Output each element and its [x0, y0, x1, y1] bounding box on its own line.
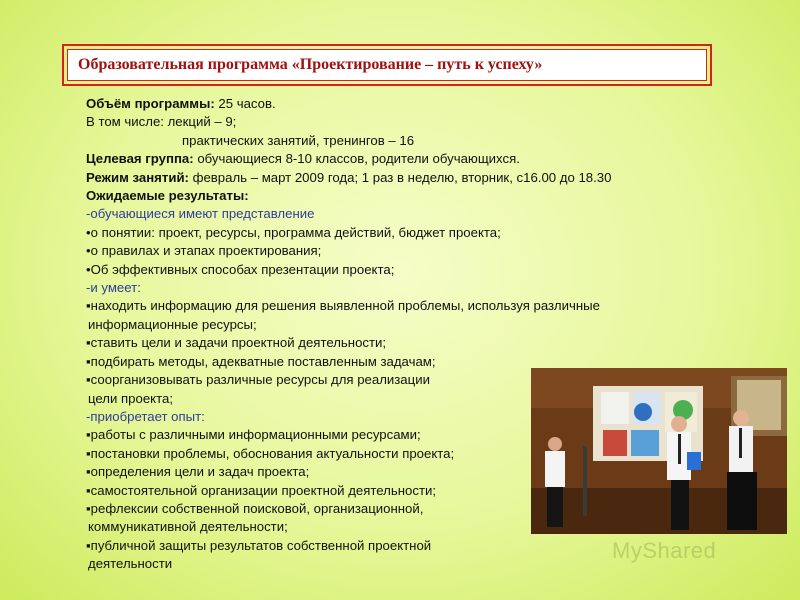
presentation-photo [531, 368, 787, 534]
list-item: ▪работы с различными информационными ресурсами; [86, 427, 421, 443]
list-item: ▪находить информацию для решения выявленной проблемы, используя различные [86, 298, 600, 314]
list-item: ▪самостоятельной организации проектной деятельности; [86, 482, 437, 498]
list-item-continuation: цели проекта; [88, 390, 173, 406]
target-group-line [86, 150, 726, 168]
list-item: ▪ставить цели и задачи проектной деятельности; [86, 335, 387, 351]
list-item: •о понятии: проект, ресурсы, программа действий, бюджет проекта; [86, 224, 501, 240]
lectures-line: В том числе: лекций – 9; [86, 114, 237, 130]
watermark: MyShared [612, 538, 717, 563]
page-title: Образовательная программа «Проектирование – путь к успеху» [67, 49, 707, 81]
schedule-label: Режим занятий: [86, 169, 189, 185]
program-volume-label: Объём программы: [86, 96, 215, 111]
program-volume-line [86, 95, 726, 113]
list-item: ▪подбирать методы, адекватные поставленным задачам; [86, 353, 436, 369]
list-item-continuation: коммуникативной деятельности; [88, 519, 288, 535]
schedule-value: февраль – март 2009 года; 1 раз в неделю, вторник, с16.00 до 18.30 [188, 169, 612, 185]
section-skills: -и умеет: [86, 280, 141, 296]
practice-line: практических занятий, тренингов – 16 [182, 132, 415, 148]
section-representation: -обучающиеся имеют представление [86, 206, 315, 222]
list-item: ▪постановки проблемы, обоснования актуальности проекта; [86, 445, 455, 461]
list-item: ▪соорганизовывать различные ресурсы для реализации [86, 372, 430, 388]
program-volume-value: 25 часов. [214, 96, 276, 111]
schedule-line [86, 169, 726, 187]
list-item: •о правилах и этапах проектирования; [86, 243, 322, 259]
target-group-label: Целевая группа: [86, 151, 194, 167]
section-experience: -приобретает опыт: [86, 408, 205, 424]
list-item: •Об эффективных способах презентации проекта; [86, 261, 395, 277]
list-item: ▪рефлексии собственной поисковой, организационной, [86, 500, 424, 516]
list-item-continuation: деятельности [88, 556, 173, 572]
expected-results-heading: Ожидаемые результаты: [86, 188, 249, 204]
list-item-continuation: информационные ресурсы; [88, 316, 257, 332]
target-group-value: обучающиеся 8-10 классов, родители обучающихся. [193, 151, 520, 167]
student-right [727, 410, 757, 530]
title-box [62, 44, 712, 86]
list-item: ▪определения цели и задач проекта; [86, 464, 310, 480]
photo-illustration [531, 368, 787, 534]
list-item: ▪публичной защиты результатов собственной проектной [86, 537, 432, 553]
